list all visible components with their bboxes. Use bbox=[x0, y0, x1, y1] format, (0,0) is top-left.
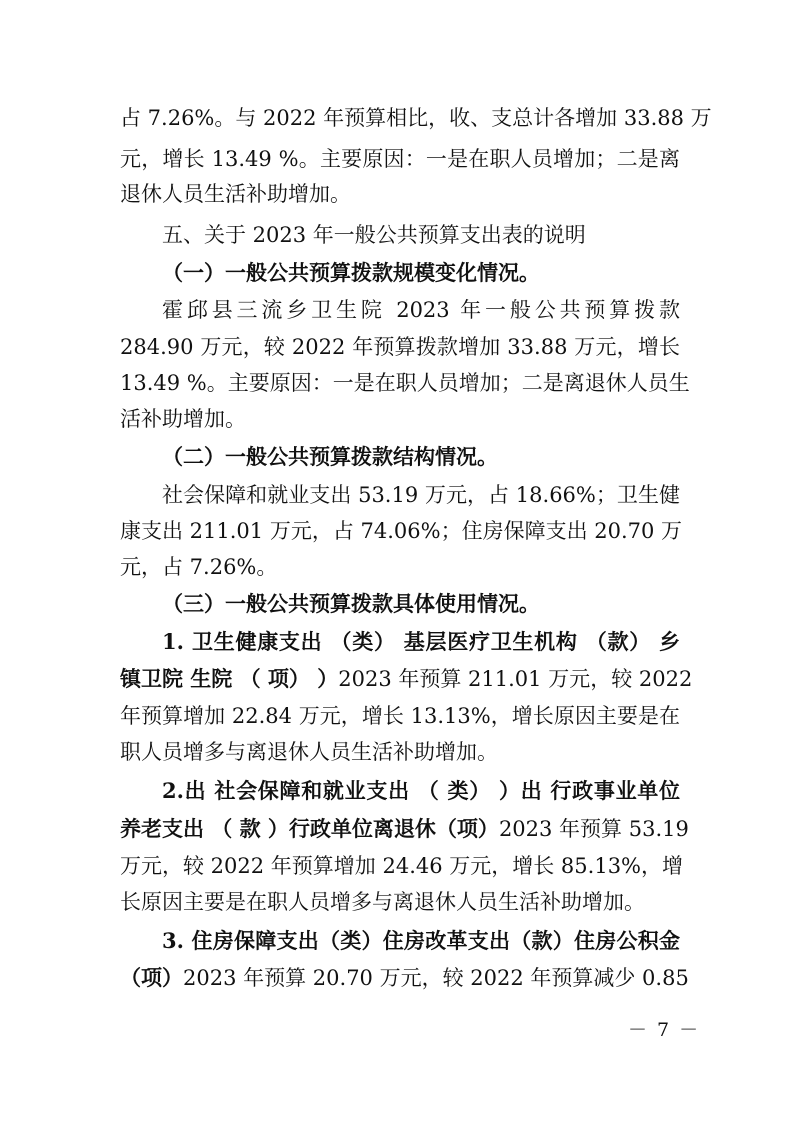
item-line: 职人员增多与离退休人员生活补助增加。 bbox=[120, 740, 498, 764]
item-line: 万元，较 2022 年预算增加 24.46 万元，增长 85.13%，增 bbox=[120, 854, 684, 878]
item-category: （项） bbox=[120, 965, 183, 990]
subsection-heading: （一）一般公共预算拨款规模变化情况。 bbox=[162, 260, 540, 285]
item-text: 2023 年预算 20.70 万元，较 2022 年预算减少 0.85 bbox=[183, 966, 689, 990]
subsection-heading: （二）一般公共预算拨款结构情况。 bbox=[162, 444, 498, 469]
item-text: 2023 年预算 211.01 万元，较 2022 bbox=[338, 667, 693, 691]
paragraph-line: 13.49 %。主要原因：一是在职人员增加；二是离退休人员生 bbox=[120, 371, 690, 395]
text-line: 占 7.26%。与 2022 年预算相比，收、支总计各增加 33.88 万 bbox=[120, 106, 712, 130]
item-text: 2023 年预算 53.19 bbox=[498, 817, 689, 841]
item-line bbox=[120, 964, 689, 992]
item-line: 长原因主要是在职人员增多与离退休人员生活补助增加。 bbox=[120, 890, 645, 914]
paragraph-line: 284.90 万元，较 2022 年预算拨款增加 33.88 万元，增长 bbox=[120, 335, 680, 359]
item-line: 年预算增加 22.84 万元，增长 13.13%，增长原因主要是在 bbox=[120, 704, 680, 728]
paragraph-line: 活补助增加。 bbox=[120, 407, 246, 431]
paragraph-line: 霍邱县三流乡卫生院 2023 年一般公共预算拨款 bbox=[162, 298, 680, 322]
item-category: 镇卫院 生院 （ 项） ） bbox=[120, 666, 339, 691]
item-line bbox=[120, 815, 689, 843]
text-line: 元，增长 13.49 %。主要原因：一是在职人员增加；二是离 bbox=[120, 147, 680, 171]
item-heading: 2.出 社会保障和就业支出 （ 类） ）出 行政事业单位 bbox=[162, 778, 680, 803]
section-heading: 五、关于 2023 年一般公共预算支出表的说明 bbox=[162, 223, 586, 247]
paragraph-line: 康支出 211.01 万元，占 74.06%；住房保障支出 20.70 万 bbox=[120, 519, 683, 543]
item-line bbox=[120, 665, 693, 693]
page-number: － 7 － bbox=[628, 1019, 701, 1041]
paragraph-line: 元，占 7.26%。 bbox=[120, 555, 278, 579]
item-heading: 1. 卫生健康支出 （类） 基层医疗卫生机构 （款） 乡 bbox=[162, 629, 680, 654]
item-heading: 3. 住房保障支出（类）住房改革支出（款）住房公积金 bbox=[162, 928, 680, 953]
paragraph-line: 社会保障和就业支出 53.19 万元，占 18.66%；卫生健 bbox=[162, 483, 680, 507]
item-category: 养老支出 （ 款 ）行政单位离退休（项） bbox=[120, 816, 499, 841]
text-line: 退休人员生活补助增加。 bbox=[120, 182, 351, 206]
subsection-heading: （三）一般公共预算拨款具体使用情况。 bbox=[162, 591, 540, 616]
